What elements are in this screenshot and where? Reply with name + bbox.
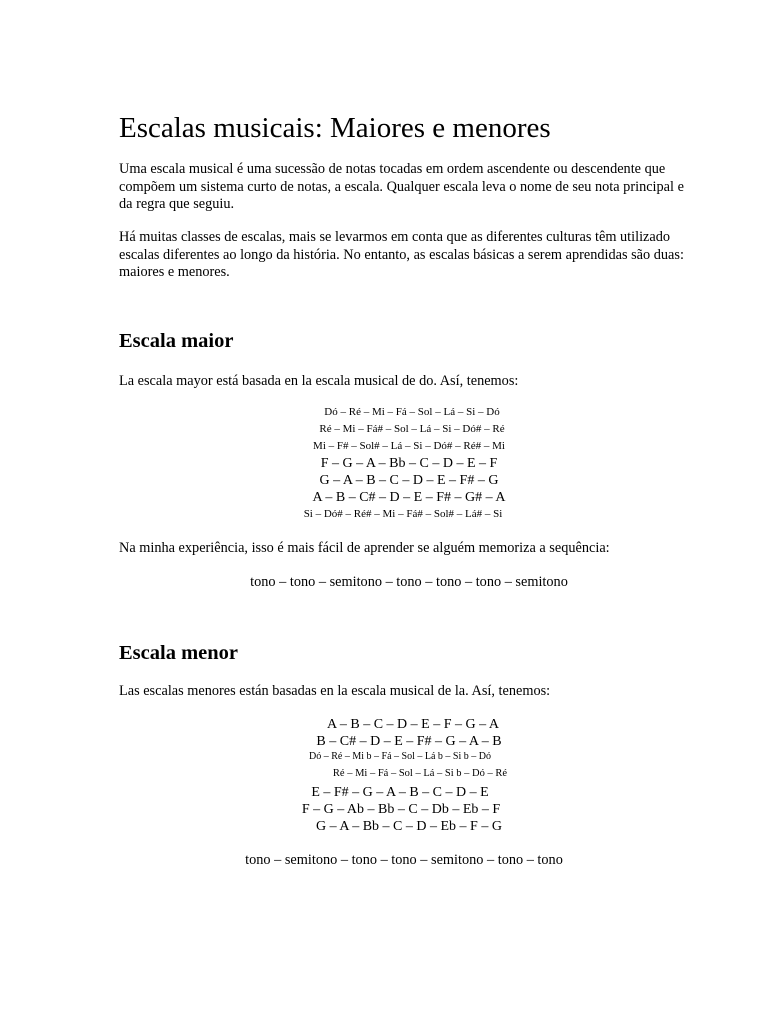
major-heading: Escala maior xyxy=(119,330,234,352)
scale-line: A – B – C# – D – E – F# – G# – A xyxy=(312,490,506,505)
scale-line: Ré – Mi – Fá# – Sol – Lá – Si – Dó# – Ré xyxy=(319,423,505,435)
scale-line: E – F# – G – A – B – C – D – E xyxy=(311,785,489,800)
scale-line: Ré – Mi – Fá – Sol – Lá – Si b – Dó – Ré xyxy=(332,768,508,779)
intro-paragraph-1: Uma escala musical é uma sucessão de notas tocadas em ordem ascendente ou descendente que compõem um sistema curto de notas, a escala. Qualquer escala leva o nome de seu nota principal e da regra que seguiu. xyxy=(119,161,684,212)
minor-scales-list xyxy=(119,716,699,835)
scale-line: Mi – F# – Sol# – Lá – Si – Dó# – Ré# – Mi xyxy=(313,440,505,452)
major-intro: La escala mayor está basada en la escala musical de do. Así, tenemos: xyxy=(119,373,519,389)
scale-line: Si – Dó# – Ré# – Mi – Fá# – Sol# – Lá# – Si xyxy=(303,508,503,520)
major-note: Na minha experiência, isso é mais fácil de aprender se alguém memoriza a sequência: xyxy=(119,540,610,556)
minor-pattern: tono – semitono – tono – tono – semitono – tono – tono xyxy=(245,852,563,868)
scale-line: Dó – Ré – Mi – Fá – Sol – Lá – Si – Dó xyxy=(324,406,500,418)
major-scales-list xyxy=(119,404,699,523)
page-title: Escalas musicais: Maiores e menores xyxy=(119,112,551,144)
scale-line: G – A – B – C – D – E – F# – G xyxy=(319,473,499,488)
major-pattern: tono – tono – semitono – tono – tono – tono – semitono xyxy=(250,574,568,590)
scale-line: Dó – Ré – Mi b – Fá – Sol – Lá b – Si b – Dó xyxy=(309,751,491,762)
scale-line: A – B – C – D – E – F – G – A xyxy=(327,717,499,732)
scale-line: F – G – Ab – Bb – C – Db – Eb – F xyxy=(301,802,501,817)
scale-line: B – C# – D – E – F# – G – A – B xyxy=(316,734,502,749)
minor-intro: Las escalas menores están basadas en la escala musical de la. Así, tenemos: xyxy=(119,683,551,699)
minor-heading: Escala menor xyxy=(119,642,238,664)
intro-paragraph-2: Há muitas classes de escalas, mais se levarmos em conta que as diferentes culturas têm utilizado escalas diferentes ao longo da história. No entanto, as escalas básicas a serem aprendidas são duas: maiores e menores. xyxy=(119,229,684,280)
scale-line: G – A – Bb – C – D – Eb – F – G xyxy=(316,819,502,834)
scale-line: F – G – A – Bb – C – D – E – F xyxy=(320,456,498,471)
